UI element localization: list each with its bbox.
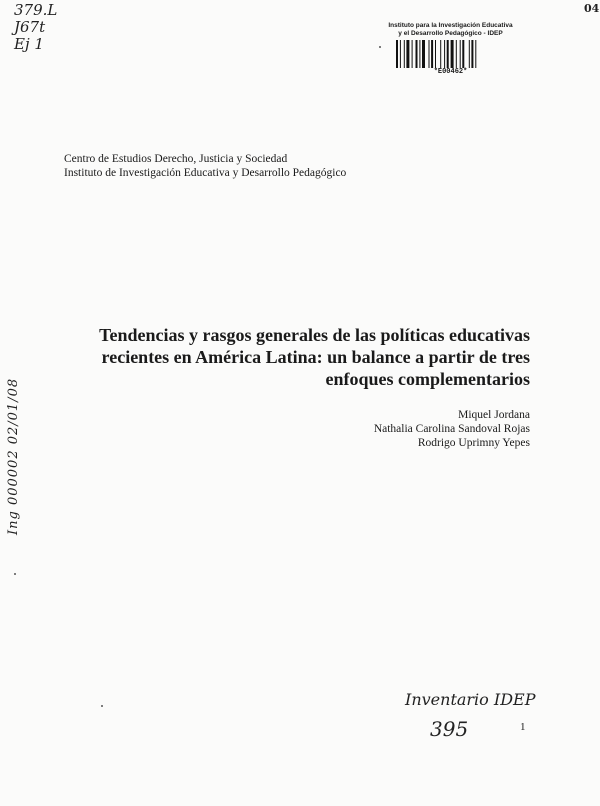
- barcode-institution-line2: y el Desarrollo Pedagógico - IDEP: [398, 30, 503, 37]
- author-name: Nathalia Carolina Sandoval Rojas: [373, 423, 530, 435]
- handwritten-call-number: 379.L J67t Ej 1: [14, 1, 58, 53]
- author-name: Miquel Jordana: [458, 409, 530, 421]
- scan-speck: [14, 573, 16, 575]
- institution-line: Instituto de Investigación Educativa y Desarrollo Pedagógico: [64, 167, 347, 179]
- institutions-block: [64, 152, 346, 180]
- corner-mark: 04: [584, 2, 600, 15]
- title-line: enfoques complementarios: [325, 369, 530, 389]
- barcode-institution-line1: Instituto para la Investigación Educativa: [388, 22, 513, 29]
- scan-speck: [101, 705, 103, 707]
- handwritten-inventario-number: 395: [430, 717, 469, 741]
- handwritten-stamp-ref: Ing 000002 02/01/08: [6, 377, 21, 535]
- title-line: recientes en América Latina: un balance a partir de tres: [101, 347, 530, 367]
- author-name: Rodrigo Uprimny Yepes: [417, 437, 530, 449]
- barcode-icon: [396, 40, 506, 68]
- institution-line: Centro de Estudios Derecho, Justicia y Sociedad: [64, 153, 288, 165]
- barcode-number: *E00462*: [433, 68, 468, 76]
- handwritten-inventario-label: Inventario IDEP: [405, 690, 536, 709]
- authors-block: [300, 408, 530, 450]
- scan-speck: [379, 46, 381, 48]
- title-line: Tendencias y rasgos generales de las políticas educativas: [99, 325, 530, 345]
- document-title: [60, 324, 530, 390]
- page-number: 1: [520, 721, 526, 733]
- barcode-label: [388, 22, 513, 76]
